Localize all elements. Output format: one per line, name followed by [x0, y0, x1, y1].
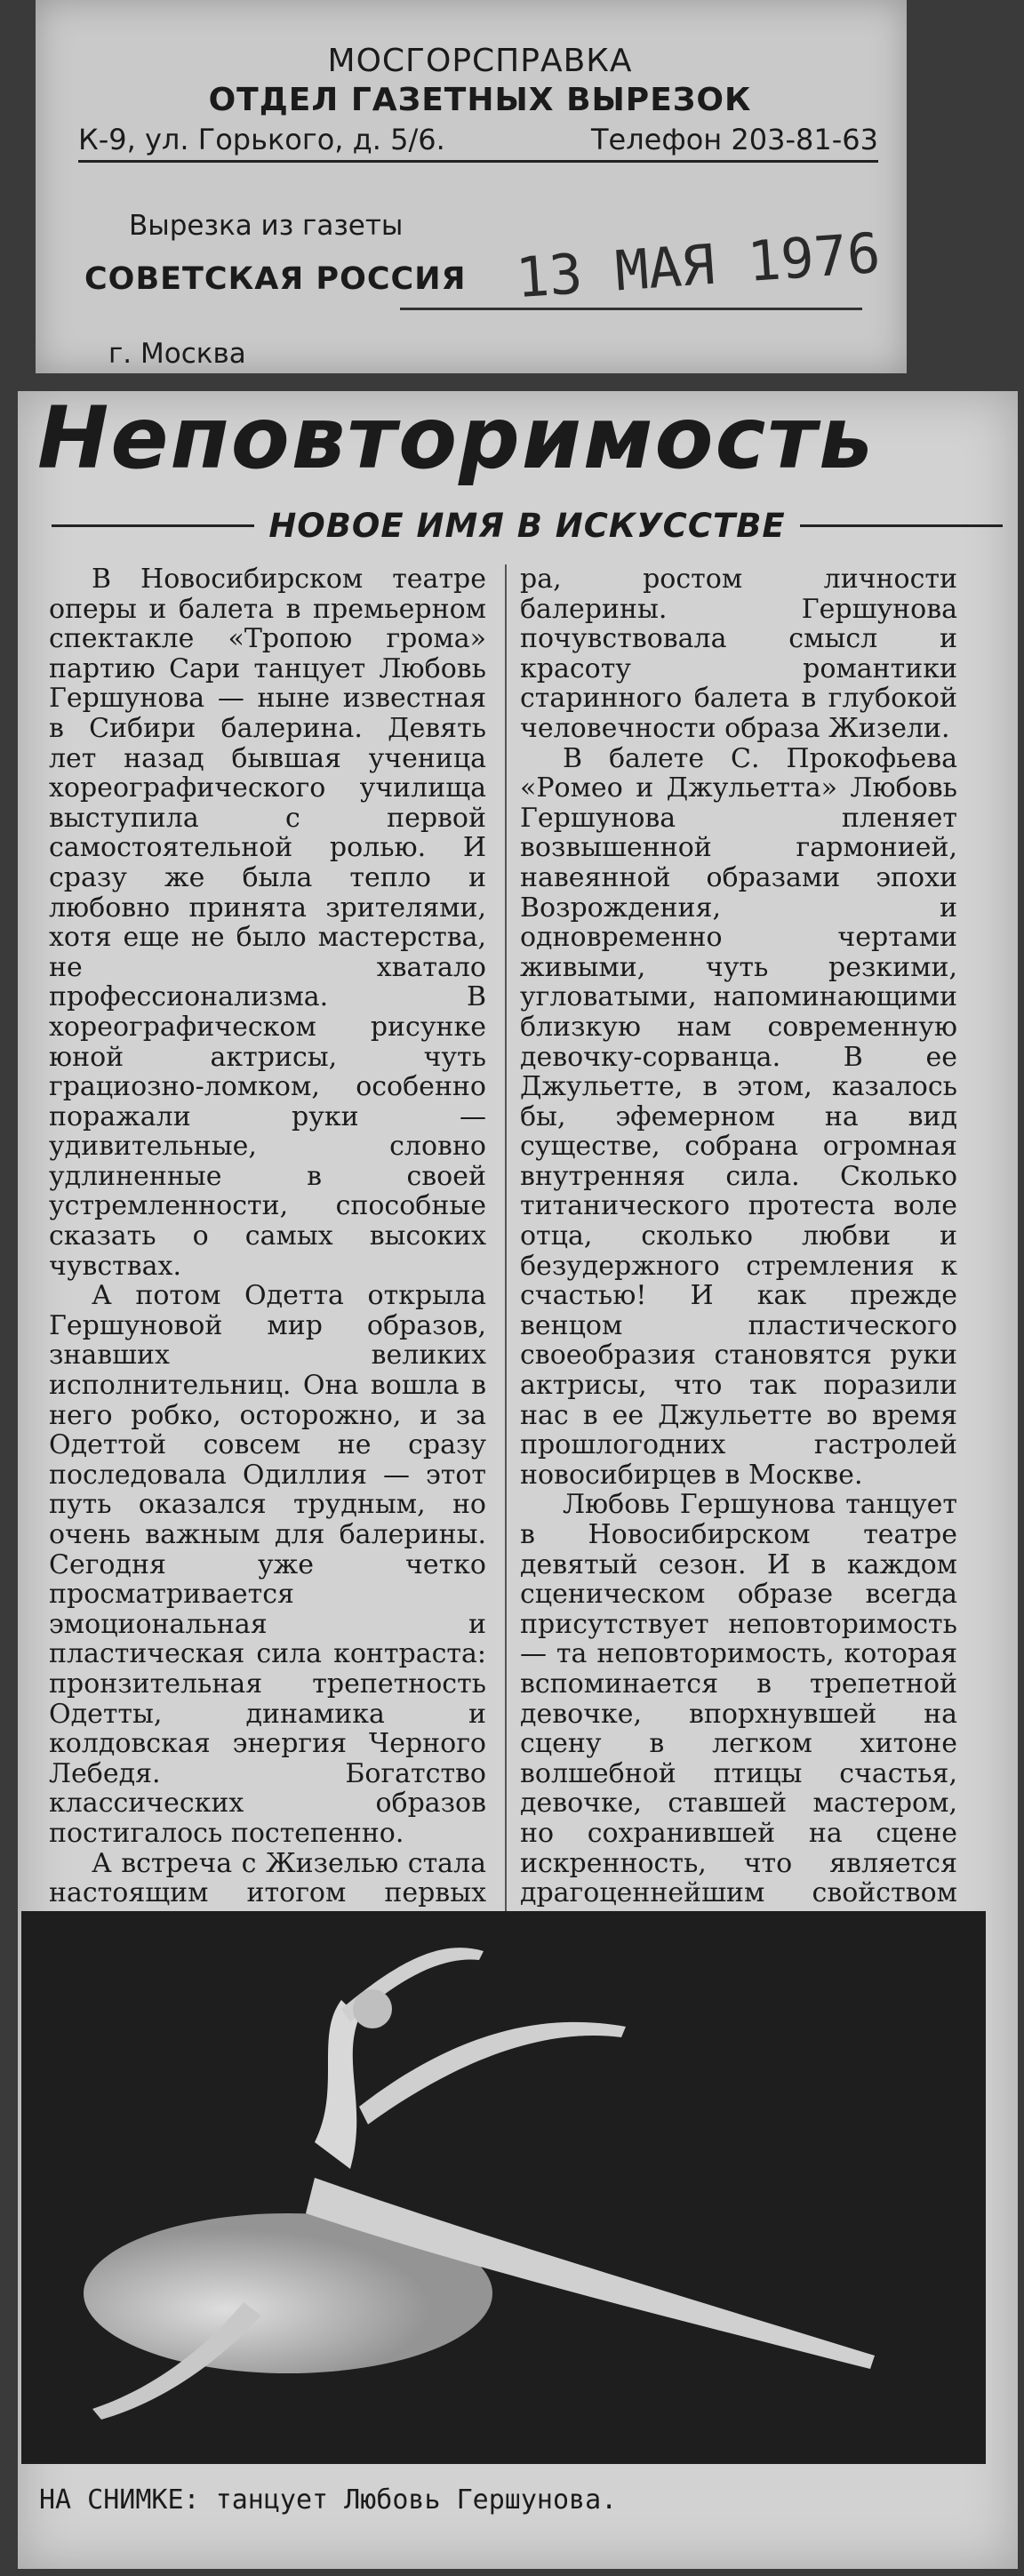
paragraph: ра, ростом личности балерины. Гершунова почувствовала смысл и красоту романтики старинного балета в глубокой человечности образа Жизели.	[520, 564, 957, 744]
clipping-header-slip	[36, 0, 907, 373]
paragraph: В Новосибирском театре оперы и балета в премьерном спектакле «Тропою грома» партию Сари танцует Любовь Гершунова — ныне известная в Сибири балерина. Девять лет назад бывшая ученица хореографического училища выступила с первой самостоятельной ролью. И сразу же была тепло и любовно принята зрителями, хотя еще не было мастерства, не хватало профессионализма. В хореографическом рисунке юной актрисы, чуть грациозно-ломком, особенно поражали руки — удивительные, словно удлиненные в своей устремленности, способные сказать о самых высоких чувствах.	[49, 564, 486, 1282]
paragraph: Любовь Гершунова танцует в Новосибирском театре девятый сезон. И в каждом сценическом образе всегда присутствует неповторимость — та неповторимость, которая вспоминается в трепетной девочке, впорхнувшей на сцену в легком хитоне волшебной птицы счастья, девочке, ставшей мастером, но сохранившей на сцене искренность, что является драгоценнейшим свойством	[520, 1489, 957, 1909]
newspaper-underline	[400, 308, 862, 310]
department-name: ОТДЕЛ ГАЗЕТНЫХ ВЫРЕЗОК	[208, 82, 752, 118]
paragraph: А потом Одетта открыла Гершуновой мир образов, знавших великих исполнительниц. Она вошла в него робко, осторожно, и за Одеттой совсем не сразу последовала Одиллия — этот путь оказался трудным, но очень важным для балерины. Сегодня уже четко просматривается эмоциональная и пластическая сила контраста: пронзительная трепетность Одетты, динамика и колдовская энергия Черного Лебедя. Богатство классических образов постигалось постепенно.	[49, 1280, 486, 1849]
column-divider	[505, 564, 507, 1951]
rubric: НОВОЕ ИМЯ В ИСКУССТВЕ	[268, 507, 786, 545]
article-column-right	[520, 564, 957, 1979]
clip-from-label: Вырезка из газеты	[129, 210, 404, 242]
phone: Телефон 203-81-63	[590, 123, 878, 156]
newspaper-name: СОВЕТСКАЯ РОССИЯ	[84, 261, 467, 297]
article-column-left	[49, 564, 486, 2028]
photo-caption: НА СНИМКЕ: танцует Любовь Гершунова.	[39, 2484, 618, 2516]
city: г. Москва	[108, 338, 246, 370]
bureau-name: МОСГОРСПРАВКА	[327, 43, 633, 79]
ballerina-photo	[21, 1911, 986, 2464]
date-stamp: 13 МАЯ 1976	[513, 220, 883, 311]
ballerina-silhouette-icon	[21, 1911, 986, 2464]
address-line	[78, 123, 878, 163]
newspaper-clipping	[18, 388, 1018, 2569]
address: К-9, ул. Горького, д. 5/6.	[78, 123, 445, 156]
headline: Неповторимость	[37, 388, 875, 488]
paragraph: В балете С. Прокофьева «Ромео и Джульетта» Любовь Гершунова пленяет возвышенной гармонией, навеянной образами эпохи Возрождения, и одновременно чертами живыми, чуть резкими, угловатыми, напоминающими близкую нам современную девочку-сорванца. В ее Джульетте, в этом, казалось бы, эфемерном на вид существе, собрана огромная внутренняя сила. Сколько титанического протеста воле отца, сколько любви и безудержного стремления к счастью! И как прежде венцом пластического своеобразия становятся руки актрисы, что так поразили нас в ее Джульетте во время прошлогодних гастролей новосибирцев в Москве.	[520, 742, 957, 1491]
rubric-rule-left	[52, 524, 254, 527]
rubric-rule-right	[800, 524, 1003, 527]
paragraph: А встреча с Жизелью стала настоящим итогом первых	[49, 1847, 486, 1909]
rubric-row	[52, 507, 1003, 545]
